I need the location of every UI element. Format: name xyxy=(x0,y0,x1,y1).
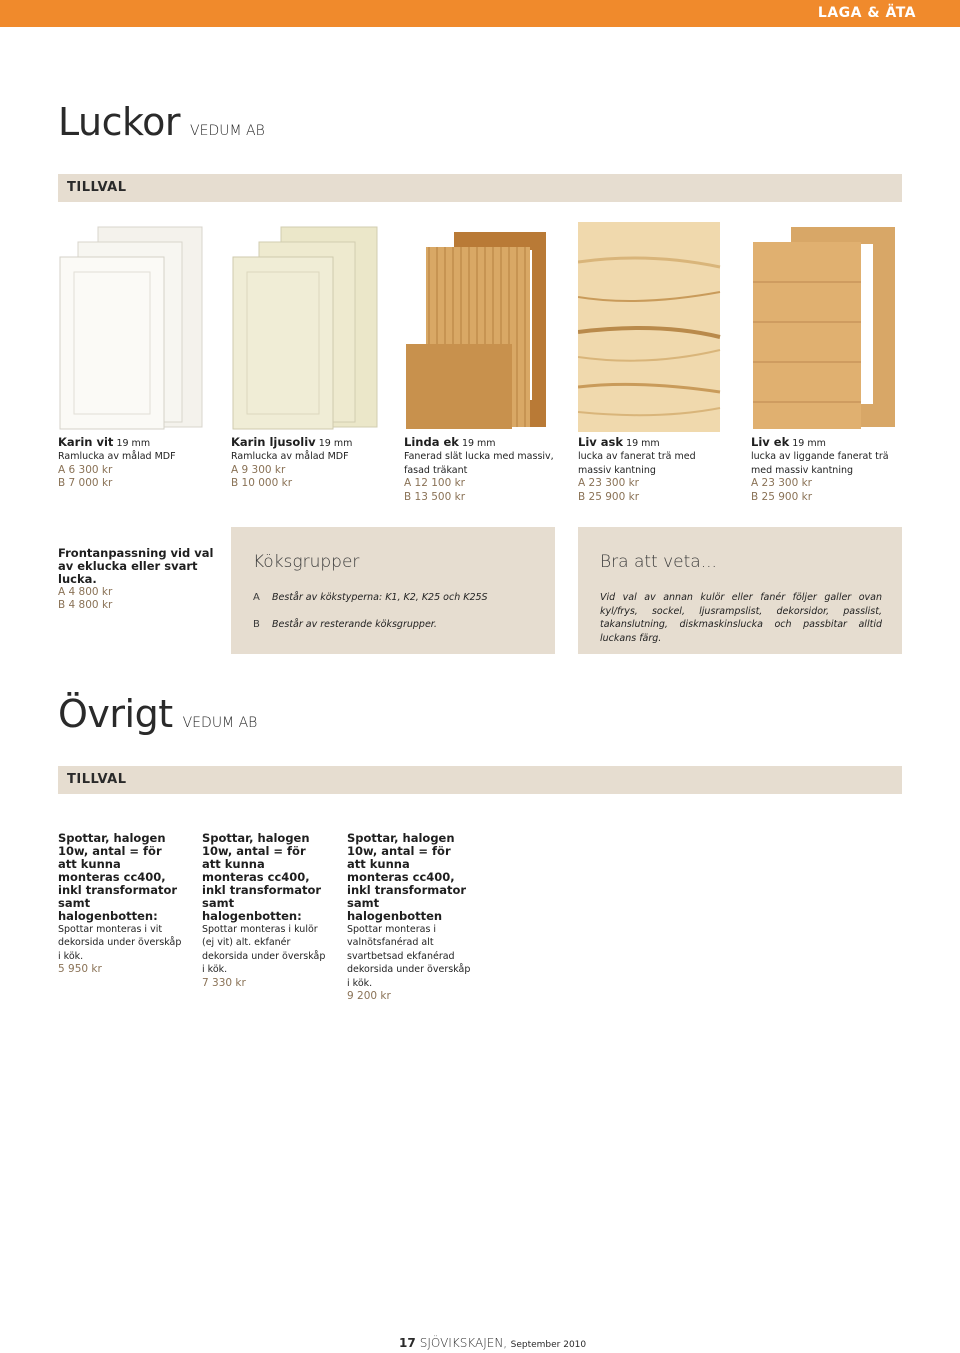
spot-price: 5 950 kr xyxy=(58,963,102,976)
item-name: Liv ek xyxy=(751,435,790,449)
item-name: Karin ljusoliv xyxy=(231,435,316,449)
item-price-a: A 6 300 kr xyxy=(58,463,113,476)
item-name: Linda ek xyxy=(404,435,459,449)
door-image-liv-ek xyxy=(751,222,901,432)
luckor-heading xyxy=(58,100,265,144)
lucka-item-2 xyxy=(231,436,391,491)
koksgrupper-b-label: B xyxy=(253,619,260,630)
issue-date: September 2010 xyxy=(510,1340,587,1350)
lucka-item-1 xyxy=(58,436,218,491)
bra-att-veta-box xyxy=(578,527,902,654)
top-bar xyxy=(0,0,960,27)
bra-att-veta-text: Vid val av annan kulör eller fanér följer galler ovan kyl/frys, sockel, ljusrampslist, dekorsidor, passlist, takanslutning, diskmaskinslucka och passbitar alltid luckans färg. xyxy=(600,592,882,644)
koksgrupper-b-text: Består av resterande köksgrupper. xyxy=(272,619,437,630)
ovrigt-vendor: VEDUM AB xyxy=(182,715,258,731)
item-thickness: 19 mm xyxy=(626,438,660,449)
item-name: Liv ask xyxy=(578,435,624,449)
lucka-item-5 xyxy=(751,436,906,504)
koksgrupper-a-text: Består av kökstyperna: K1, K2, K25 och K25S xyxy=(272,592,488,603)
bra-att-veta-title: Bra att veta... xyxy=(600,552,717,572)
item-price-b: B 25 900 kr xyxy=(578,490,640,503)
spot-desc: Spottar monteras i kulör (ej vit) alt. ekfanér dekorsida under överskåp i kök. xyxy=(202,924,326,976)
magazine-name: SJÖVIKSKAJEN, xyxy=(419,1336,508,1350)
frontanpassning xyxy=(58,547,218,612)
koksgrupper-box xyxy=(231,527,555,654)
item-price-a: A 23 300 kr xyxy=(751,477,812,490)
item-price-b: B 13 500 kr xyxy=(404,490,466,503)
spot-price: 9 200 kr xyxy=(347,990,391,1003)
item-desc: Ramlucka av målad MDF xyxy=(231,451,349,463)
item-desc: lucka av fanerat trä med massiv kantning xyxy=(578,451,696,476)
koksgrupper-a-label: A xyxy=(253,592,260,603)
item-desc: Fanerad slät lucka med massiv, fasad träkant xyxy=(404,451,554,476)
item-price-a: A 9 300 kr xyxy=(231,463,286,476)
spot-desc: Spottar monteras i vit dekorsida under överskåp i kök. xyxy=(58,924,182,962)
spot-title: Spottar, halogen 10w, antal = för att kunna monteras cc400, inkl transformator samt halogenbotten xyxy=(347,831,467,923)
page-number: 17 xyxy=(399,1336,416,1350)
spot-item-2 xyxy=(202,832,327,990)
item-price-b: B 25 900 kr xyxy=(751,490,813,503)
spot-item-1 xyxy=(58,832,183,977)
ovrigt-heading xyxy=(58,692,257,736)
luckor-title: Luckor xyxy=(58,100,181,144)
item-thickness: 19 mm xyxy=(792,438,826,449)
koksgrupper-title: Köksgrupper xyxy=(253,552,360,572)
spot-desc: Spottar monteras i valnötsfanérad alt svartbetsad ekfanérad dekorsida under överskåp i kök. xyxy=(347,924,471,989)
item-name: Karin vit xyxy=(58,435,114,449)
item-desc: lucka av liggande fanerat trä med massiv kantning xyxy=(751,451,889,476)
spot-item-3 xyxy=(347,832,472,1003)
spot-title: Spottar, halogen 10w, antal = för att kunna monteras cc400, inkl transformator samt halogenbotten: xyxy=(58,831,178,923)
item-thickness: 19 mm xyxy=(318,438,353,449)
door-image-liv-ask xyxy=(578,222,728,432)
item-thickness: 19 mm xyxy=(116,438,151,449)
frontanpassning-price-a: A 4 800 kr xyxy=(58,586,113,598)
ovrigt-title: Övrigt xyxy=(58,692,173,736)
door-image-karin-vit xyxy=(58,222,208,432)
luckor-tillval-label: TILLVAL xyxy=(67,180,127,195)
door-image-linda-ek xyxy=(404,222,554,432)
item-price-a: A 12 100 kr xyxy=(404,477,465,490)
frontanpassning-price-b: B 4 800 kr xyxy=(58,599,113,611)
item-price-b: B 7 000 kr xyxy=(58,477,113,490)
lucka-item-3 xyxy=(404,436,554,504)
frontanpassning-title: Frontanpassning vid val av eklucka eller svart lucka. xyxy=(58,546,214,586)
item-price-b: B 10 000 kr xyxy=(231,477,293,490)
ovrigt-tillval-label: TILLVAL xyxy=(67,772,127,787)
ovrigt-tillval-band xyxy=(58,766,902,794)
spot-title: Spottar, halogen 10w, antal = för att kunna monteras cc400, inkl transformator samt halogenbotten: xyxy=(202,831,322,923)
section-label: LAGA & ÄTA xyxy=(817,5,916,21)
lucka-item-4 xyxy=(578,436,728,504)
luckor-tillval-band xyxy=(58,174,902,202)
luckor-vendor: VEDUM AB xyxy=(190,123,265,139)
page-footer xyxy=(399,1336,586,1350)
item-thickness: 19 mm xyxy=(461,438,496,449)
door-image-karin-ljusoliv xyxy=(231,222,381,432)
item-desc: Ramlucka av målad MDF xyxy=(58,451,176,463)
item-price-a: A 23 300 kr xyxy=(578,477,639,490)
spot-price: 7 330 kr xyxy=(202,976,246,989)
